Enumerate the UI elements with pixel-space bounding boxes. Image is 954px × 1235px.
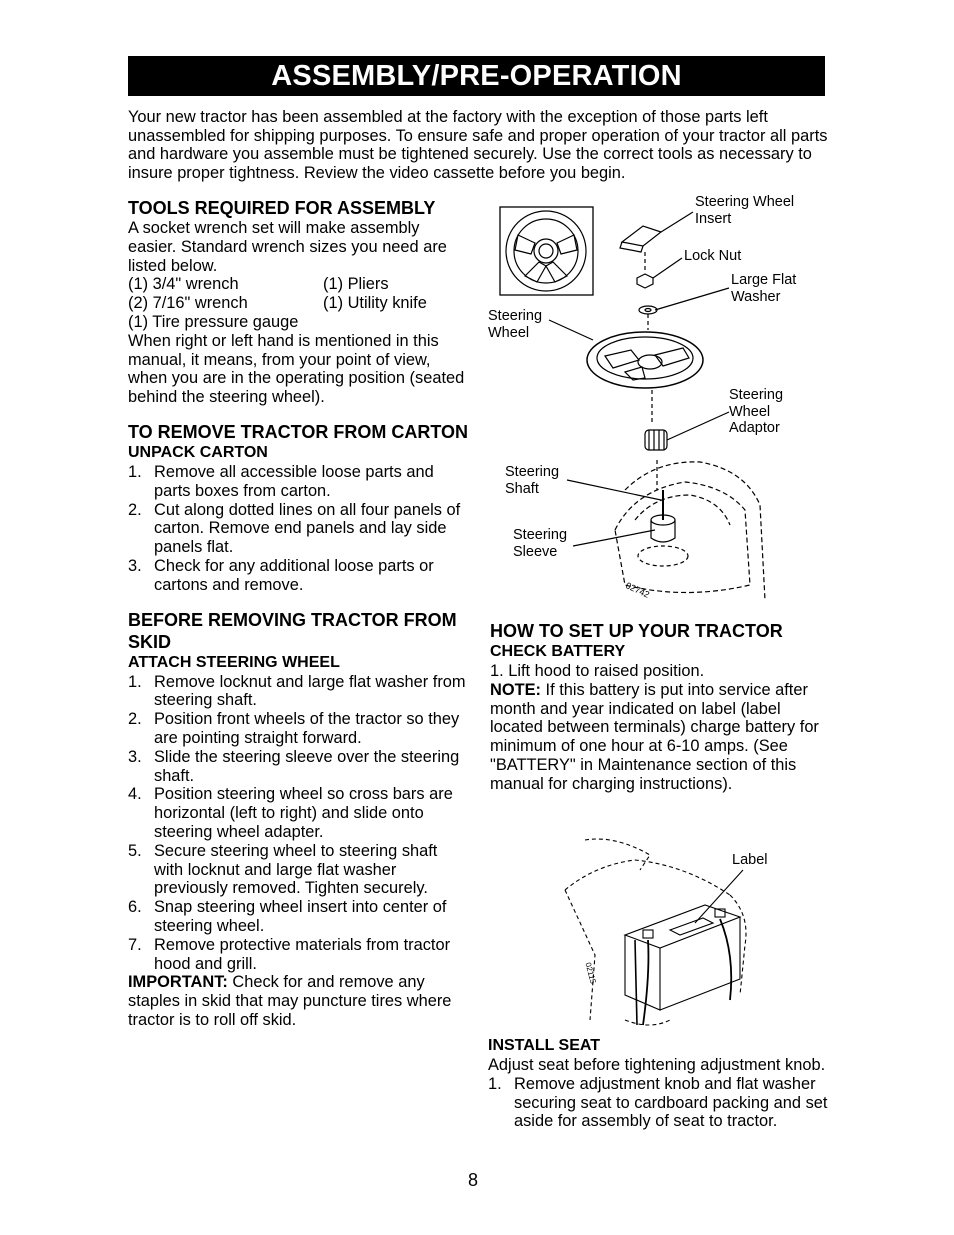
tool-item: (2) 7/16" wrench [128,294,248,313]
page-title: ASSEMBLY/PRE-OPERATION [128,56,825,96]
tool-item-gauge: (1) Tire pressure gauge [128,312,299,331]
important-note: IMPORTANT: Check for and remove any staples in skid that may puncture tires where tractor is to roll off skid. [128,973,452,1029]
tools-list [128,275,468,313]
battery-step-1: 1. Lift hood to raised position. [490,662,705,680]
list-item: 6. Snap steering wheel insert into center of steering wheel. [128,898,447,935]
label-steering-wheel-adaptor: Steering Wheel Adaptor [729,387,784,436]
before-skid-heading: BEFORE REMOVING TRACTOR FROM SKID [128,609,457,652]
page-number: 8 [468,1170,479,1190]
handedness-text: When right or left hand is mentioned in this manual, it means, from your point of view, when you are in the operating position (seated behind the steering wheel). [128,331,465,407]
setup-heading: HOW TO SET UP YOUR TRACTOR [490,621,783,641]
label-steering-wheel-insert: Steering Wheel Insert [695,194,795,227]
install-seat-heading: INSTALL SEAT [488,1037,600,1054]
battery-note: NOTE: If this battery is put into service after month and year indicated on label (label located between terminals) charge battery for minimum of one hour at 6-10 amps. (See "BATTERY" in Maintenance section of this manual for charging instructions). [490,680,819,793]
tools-text: A socket wrench set will make assembly easier. Standard wrench sizes you need are listed below. [128,219,447,275]
list-item: 2. Position front wheels of the tractor so they are pointing straight forward. [128,710,460,747]
label-steering-wheel: Steering Wheel [488,308,543,341]
list-item: 1. Remove adjustment knob and flat washer securing seat to cardboard packing and set aside for assembly of seat to tractor. [488,1074,828,1131]
tool-item: (1) 3/4" wrench [128,275,239,294]
label-steering-shaft: Steering Shaft [505,464,560,497]
list-item: 4. Position steering wheel so cross bars are horizontal (left to right) and slide onto steering wheel adapter. [128,785,453,841]
label-steering-sleeve: Steering Sleeve [513,527,568,560]
tools-heading: TOOLS REQUIRED FOR ASSEMBLY [128,198,436,218]
tool-item: (1) Pliers [323,275,389,294]
battery-diagram [555,835,795,1035]
list-item: 5. Secure steering wheel to steering shaft with locknut and large flat washer previously removed. Tighten securely. [128,841,438,898]
attach-wheel-subheading: ATTACH STEERING WHEEL [128,653,340,671]
check-battery-subheading: CHECK BATTERY [490,643,626,660]
left-column [128,197,468,1030]
intro-paragraph: Your new tractor has been assembled at the factory with the exception of those parts left unassembled for shipping purposes. To ensure safe and proper operation of your tractor all parts and hardware you assemble must be tightened securely. Use the correct tools as necessary to insure proper tightness. Review the video cassette before you begin. [128,108,828,183]
attach-wheel-steps [128,673,468,974]
list-item: 7. Remove protective materials from tractor hood and grill. [128,935,451,973]
figure-code: 02742 [624,580,652,600]
right-column [490,620,830,794]
install-seat-section [488,1036,828,1131]
unpack-carton-subheading: UNPACK CARTON [128,443,268,461]
list-item: 1. Remove locknut and large flat washer from steering shaft. [128,672,466,710]
unpack-steps [128,463,468,595]
list-item: 1. Remove all accessible loose parts and parts boxes from carton. [128,462,434,500]
steering-wheel-diagram [485,190,825,610]
remove-carton-heading: TO REMOVE TRACTOR FROM CARTON [128,421,469,442]
install-seat-steps [488,1075,828,1131]
figure-code: 02115 [583,961,598,985]
list-item: 2. Cut along dotted lines on all four panels of carton. Remove end panels and lay side panels flat. [128,500,461,557]
list-item: 3. Slide the steering sleeve over the steering shaft. [128,747,460,785]
list-item: 3. Check for any additional loose parts or cartons and remove. [128,556,434,594]
label-large-flat-washer: Large Flat Washer [731,272,797,305]
tool-item: (1) Utility knife [323,294,427,313]
label-lock-nut: Lock Nut [684,248,742,264]
label-battery-label: Label [732,852,768,868]
install-seat-text: Adjust seat before tightening adjustment knob. [488,1056,826,1074]
